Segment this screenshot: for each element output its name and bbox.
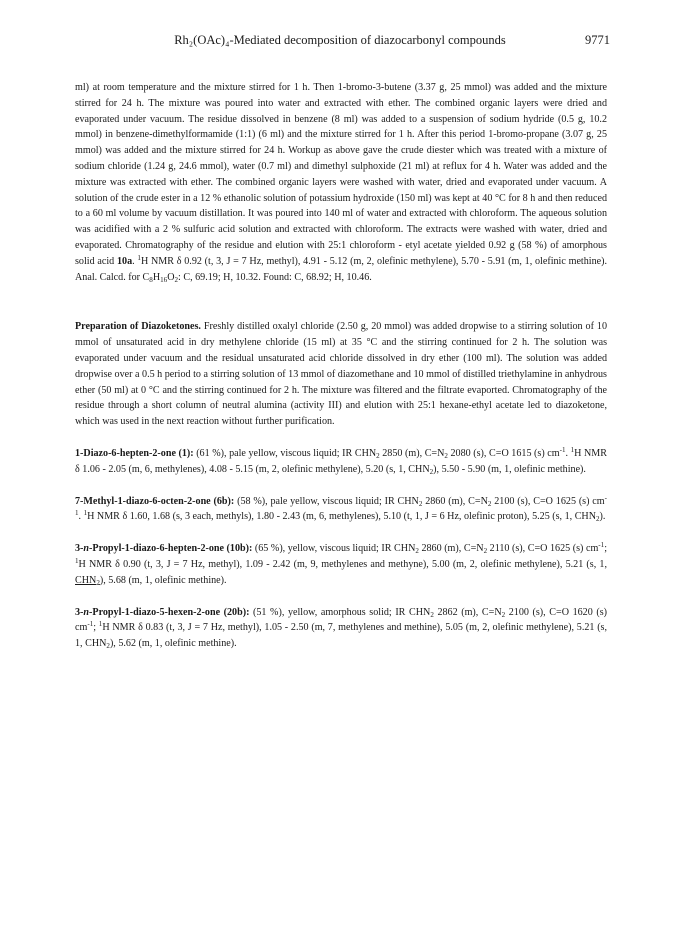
running-head [70,33,610,48]
spacer [75,285,607,319]
text-run: : C, 69.19; H, 10.32. Found: C, 68.92; H, 10.46. [178,271,372,283]
subscript: 8 [149,275,153,284]
subscript: 2 [487,499,492,508]
text-run: ), 5.68 (m, 1, olefinic methine). [99,574,227,586]
compound-entry-10b [75,541,607,588]
subscript: 2 [418,499,423,508]
underlined-text: $CHN_2$ [75,574,100,587]
superscript: -1 [75,493,607,518]
superscript: 1 [137,253,141,262]
text-run: . [132,255,138,267]
superscript: -1 [559,445,566,454]
text-run: ), 5.62 (m, 1, olefinic methine). [109,638,237,650]
text-run: 2860 (m), C=N [418,543,484,555]
superscript: -1 [598,541,605,550]
section-heading: Preparation of Diazoketones. [75,321,201,333]
text-run: (51 %), yellow, amorphous solid; IR CHN [249,606,431,618]
subscript: 2 [444,451,448,460]
text-run: H NMR δ 0.92 (t, 3, J = 7 Hz, methyl), 4.91 - 5.12 (m, 2, olefinic methylene), 5.70 - 5.91 (m, 1, olefinic methine). Anal. Calcd. for C [75,255,607,283]
subscript: 2 [429,467,434,476]
body-text [75,80,607,652]
text-run: . [565,447,571,459]
text-run: H NMR δ 1.06 - 2.05 (m, 6, methylenes), 4.08 - 5.15 (m, 2, olefinic methylene), 5.20 (s, 1, CHN [75,447,608,475]
subscript: 2 [376,451,380,460]
subscript: 2 [106,642,110,651]
compound-title: 3-n-Propyl-1-diazo-6-hepten-2-one (10b): [75,543,253,555]
subscript: 2 [483,547,488,556]
page-number: 9771 [585,33,610,47]
text-run: 2850 (m), C=N [379,447,445,459]
compound-title: 7-Methyl-1-diazo-6-octen-2-one (6b): [75,495,235,507]
text-run: (58 %), pale yellow, viscous liquid; IR CHN [234,495,419,507]
text-run: ml) at room temperature and the mixture stirred for 1 h. Then 1-bromo-3-butene (3.37 g, 25 mmol) was added and the mixture stirred for 24 h. The mixture was poured into water and extracted with ether. The combined organic layers were dried and evaporated under vacuum. The residue dissolved in benzene (8 ml) was added to a suspension of sodium hydride (0.5 g, 10.2 mmol) in benzene-dimethylformamide (1:1) (6 ml) and the mixture stirred for 1 h. After this period 1-bromo-propane (3.07 g, 25 mmol) was added and the mixture stirred for 24 h. Workup as above gave the crude diester which was treated with a mixture of sodium chloride (1.24 g, 24.6 mmol), water (0.7 ml) and dimethyl sulphoxide (21 ml) at reflux for 4 h. Water was added and the mixture was extracted with ether. The combined organic layers were washed with water, dried and evaporated under vacuum. A solution of the crude ester in a 12 % ethanolic solution of potassium hydroxide (150 ml) was kept at 40 °C for 8 h and then reduced to a 60 ml volume by vacuum distillation. It was poured into 140 ml of water and extracted with chloroform. The aqueous solution was acidified with a 2 % sulfuric acid solution and extracted with chloroform. The extracts were washed with water, dried and evaporated. Chromatography of the residue and elution with 25:1 chloroform - etyl acetate yielded 0.92 g (58 %) of amorphous solid acid [75,82,607,267]
compound-entry-1 [75,446,607,478]
subscript: 2 [174,275,179,284]
text-run: 2110 (s), C=O 1625 (s) cm [487,543,599,555]
subscript: 2 [501,610,506,619]
text-run: (61 %), pale yellow, viscous liquid; IR CHN [193,447,377,459]
text-run: ), 5.50 - 5.90 (m, 1, olefinic methine). [433,463,586,475]
paragraph-diazoketone-preparation [75,319,607,430]
spacer [75,589,607,605]
text-run: H NMR δ 0.83 (t, 3, J = 7 Hz, methyl), 1.05 - 2.50 (m, 7, methylenes and methine), 5.05 (m, 2, olefinic methylene), 5.21 (s, 1, CHN [75,622,608,650]
subscript: 2 [596,515,600,524]
spacer [75,478,607,494]
paragraph-acid-synthesis [75,80,607,285]
text-run: 2100 (s), C=O 1620 (s) cm [75,606,607,634]
text-run: ). [599,511,606,523]
superscript: 1 [75,556,79,565]
subscript: 16 [160,275,168,284]
text-run: H NMR δ 0.90 (t, 3, J = 7 Hz, methyl), 1.09 - 2.42 (m, 9, methylenes and methyne), 5.00 (m, 2, olefinic methylene), 5.21 (s, 1, [78,558,607,570]
superscript: 1 [570,445,575,454]
subscript: 2 [430,610,434,619]
text-run: ; [604,543,607,555]
text-run: (65 %), yellow, viscous liquid; IR CHN [252,543,416,555]
text-run: H [152,271,161,283]
compound-entry-20b [75,605,607,652]
text-run: O [167,271,175,283]
running-title: Rh₂(OAc)₄-Mediated decomposition of diazocarbonyl compounds [174,33,506,47]
compound-title: 1-Diazo-6-hepten-2-one (1): [75,447,194,459]
subscript: 2 [415,547,419,556]
spacer [75,430,607,446]
text-run: 2860 (m), C=N [422,495,488,507]
text-run: 2862 (m), C=N [433,606,502,618]
compound-entry-6b [75,494,607,526]
superscript: 1 [98,620,103,629]
text-run: . [78,511,84,523]
text-run: 2080 (s), C=O 1615 (s) cm [447,447,560,459]
spacer [75,525,607,541]
text-run: H NMR δ 1.60, 1.68 (s, 3 each, methyls), 1.80 - 2.43 (m, 6, methylenes), 5.10 (t, 1, J = 6 Hz, olefinic proton), 5.25 (s, 1, CHN [87,511,597,523]
superscript: -1 [87,620,94,629]
compound-label: 10a [116,255,133,267]
compound-title: 3-n-Propyl-1-diazo-5-hexen-2-one (20b): [75,606,250,618]
text-run: ; [93,622,99,634]
text-run: Freshly distilled oxalyl chloride (2.50 g, 20 mmol) was added dropwise to a stirring solution of 10 mmol of unsaturated acid in dry methylene chloride (15 ml) at 35 °C and the stirring continued for 2 h. The solution was evaporated under vacuum and the residual unsaturated acid chloride dissolved in dry ether (100 ml). The solution was added dropwise over a 0.5 h period to a stirring solution of 13 mmol of diazomethane and 10 mmol of distilled triethylamine in anhydrous ether (50 ml) at 0 °C and the stirring continued for 2 h. The mixture was filtered and the filtrate evaported. Chromatography of the residue through a short column of neutral alumina (activity III) and elution with 25:1 hexane-ethyl acetate led to diazoketone, which was used in the next reaction without further purification. [75,321,607,428]
superscript: 1 [83,509,88,518]
text-run: 2100 (s), C=O 1625 (s) cm [491,495,605,507]
